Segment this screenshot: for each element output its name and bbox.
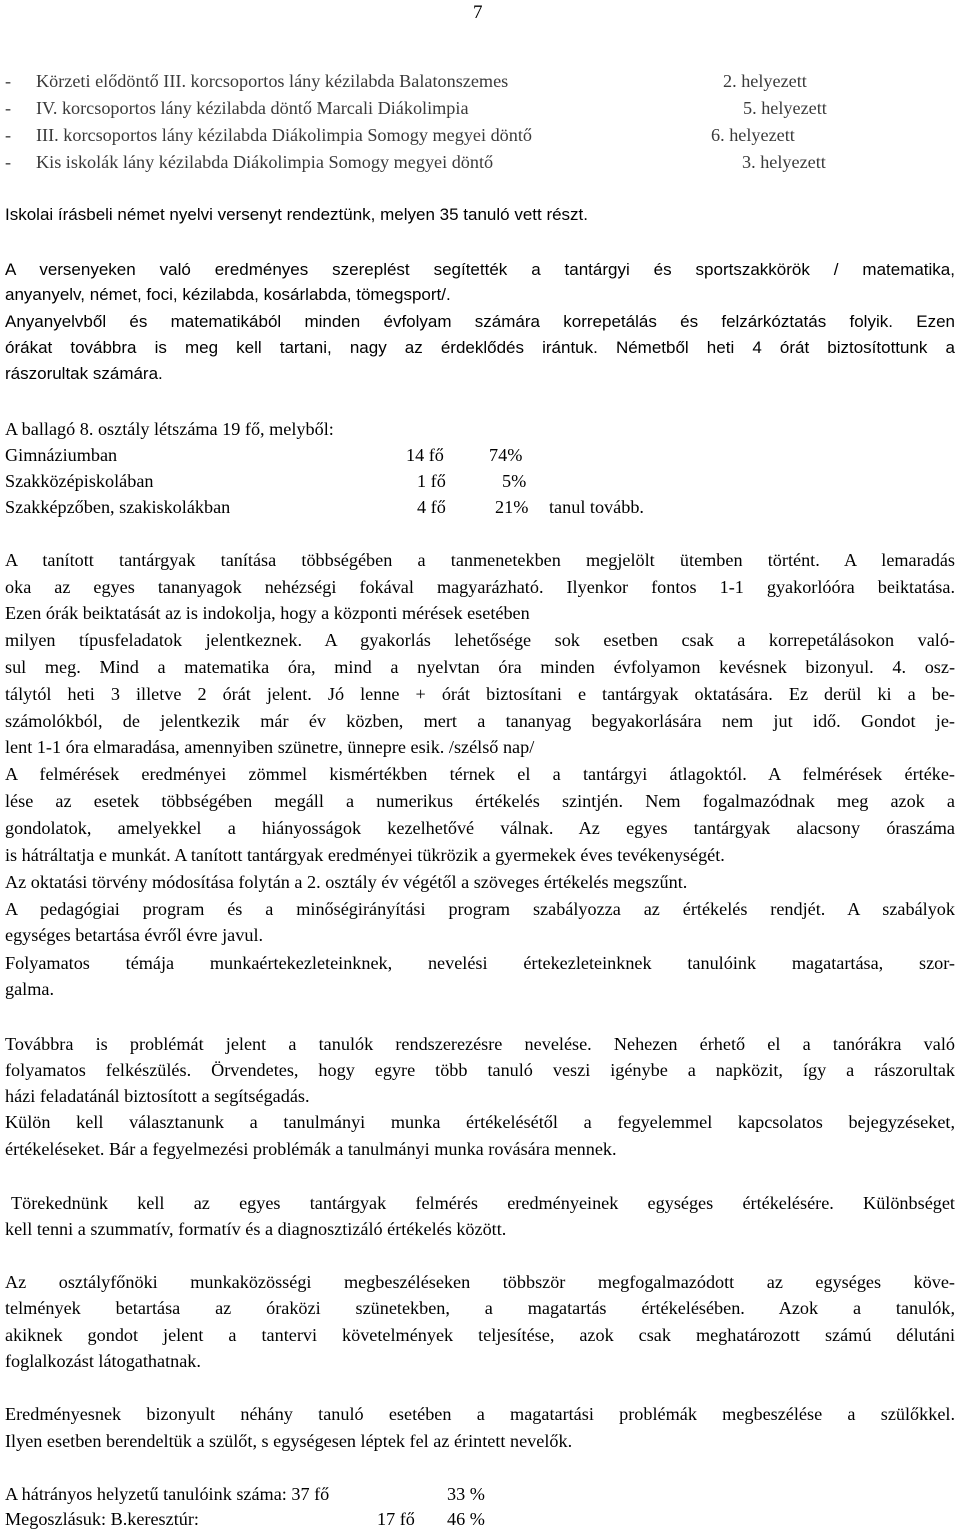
table-row: Gimnáziumban 14 fő 74% (5, 445, 523, 465)
text-line: Folyamatos témája munkaértekezleteinknek, nevelési értekezleteinknek tanulóink magatartása, szor- (5, 953, 955, 973)
text-line: Az osztályfőnöki munkaközösségi megbeszéléseken többször megfogalmazódott az egységes köve- (5, 1272, 955, 1292)
text-line: foglalkozást látogathatnak. (5, 1351, 201, 1371)
text-line: Az oktatási törvény módosítása folytán a 2. osztály év végétől a szöveges értékelés megszűnt. (5, 872, 688, 892)
text-line: A pedagógiai program és a minőségirányítási program szabályozza az értékelés rendjét. A szabályok (5, 899, 955, 919)
text-line: A felmérések eredményei zömmel kismértékben térnek el a tantárgyi átlagoktól. A felmérések értéke- (5, 764, 955, 784)
text-line: Anyanyelvből és matematikából minden évfolyam számára korrepetálás és felzárkóztatás folyik. Ezen (5, 312, 955, 331)
text-line: Ilyen esetben berendeltük a szülőt, s egységesen léptek fel az érintett nevelők. (5, 1431, 573, 1451)
text-line: Ezen órák beiktatását az is indokolja, hogy a központi mérések esetében (5, 603, 530, 623)
result-event: Kis iskolák lány kézilabda Diákolimpia Somogy megyei döntő (36, 152, 494, 172)
text-line: rászorultak számára. (5, 364, 163, 383)
text-line: gondolatok, amelyekkel a hiányosságok kezelhetővé válnak. Az egyes tantárgyak alacsony óraszáma (5, 818, 955, 838)
result-place: 3. helyezett (742, 152, 826, 172)
text-line: milyen típusfeladatok jelentkeznek. A gyakorlás lehetősége sok esetben csak a korrepetálásokon való- (5, 630, 955, 650)
result-place: 5. helyezett (743, 98, 827, 118)
text-line: oka az egyes tananyagok nehézségi fokával magyarázható. Ilyenkor fontos 1-1 gyakorlóóra beiktatása. (5, 577, 955, 597)
text-line: telmények betartása az óraközi szünetekben, a magatartás értékelésében. Azok a tanulók, (5, 1298, 955, 1318)
result-place: 6. helyezett (711, 125, 795, 145)
list-item: - IV. korcsoportos lány kézilabda döntő Marcali Diákolimpia 5. helyezett (5, 98, 827, 118)
german-contest-text: Iskolai írásbeli német nyelvi versenyt rendeztünk, melyen 35 tanuló vett részt. (5, 205, 589, 224)
text-line: akiknek gondot jelent a tantervi követelmények teljesítése, azok csak meghatározott számú délutáni (5, 1325, 955, 1345)
text-line: Törekednünk kell az egyes tantárgyak felmérés eredményeinek egységes értékelésére. Különbséget (11, 1193, 955, 1213)
text-line: számolókból, de jelentkezik már év közben, mert a tananyag begyakorlására nem jut idő. Gondot je- (5, 711, 955, 731)
text-line: kell tenni a szummatív, formatív és a diagnosztizáló értékelés között. (5, 1219, 507, 1239)
list-item: - Kis iskolák lány kézilabda Diákolimpia Somogy megyei döntő 3. helyezett (5, 152, 826, 172)
result-event: Körzeti elődöntő III. korcsoportos lány kézilabda Balatonszemes (36, 71, 509, 91)
table-row: Szakközépiskolában 1 fő 5% (5, 471, 527, 491)
text-line: A versenyeken való eredményes szereplést segítették a tantárgyi és sportszakkörök / matematika, (5, 260, 955, 279)
text-line: lése az esetek többségében megáll a numerikus értékelés szintjén. Nem fogalmazódnak meg azok a (5, 791, 955, 811)
text-line: Eredményesnek bizonyult néhány tanuló esetében a magatartási problémák megbeszélése a szülőkkel. (5, 1404, 955, 1424)
stat-row: A hátrányos helyzetű tanulóink száma: 37 fő 33 % (5, 1484, 485, 1504)
text-line: értékeléseket. Bár a fegyelmezési problémák a tanulmányi munka rovására mennek. (5, 1139, 617, 1159)
text-line: anyanyelv, német, foci, kézilabda, kosárlabda, tömegsport/. (5, 285, 451, 304)
text-line: galma. (5, 979, 54, 999)
text-line: Külön kell választanunk a tanulmányi munka értékelésétől a fegyelemmel kapcsolatos bejegyzéseket, (5, 1112, 955, 1132)
result-place: 2. helyezett (723, 71, 807, 91)
graduates-intro: A ballagó 8. osztály létszáma 19 fő, melyből: (5, 419, 334, 439)
list-item: - III. korcsoportos lány kézilabda Diákolimpia Somogy megyei döntő 6. helyezett (5, 125, 795, 145)
text-line: lent 1-1 óra elmaradása, amennyiben szünetre, ünnepre esik. /szélső nap/ (5, 737, 535, 757)
text-line: is hátráltatja e munkát. A tanított tantárgyak eredményei tükrözik a gyermekek éves tevékenységét. (5, 845, 725, 865)
text-line: órákat továbbra is meg kell tartani, nagy az érdeklődés irántuk. Németből heti 4 órát biztosítottunk a (5, 338, 955, 357)
text-line: tálytól heti 3 illetve 2 órát jelent. Jó lenne + órát biztosítani e tantárgyak oktatására. Ez derül ki a be- (5, 684, 955, 704)
result-event: III. korcsoportos lány kézilabda Diákolimpia Somogy megyei döntő (36, 125, 533, 145)
page-number: 7 (473, 2, 483, 23)
text-line: folyamatos felkészülés. Örvendetes, hogy egyre több tanuló veszi igénybe a napközit, így a rászorultak (5, 1060, 955, 1080)
stat-row: Megoszlásuk: B.keresztúr: 17 fő 46 % (5, 1509, 485, 1529)
text-line: A tanított tantárgyak tanítása többségében a tanmenetekben megjelölt ütemben történt. A lemaradás (5, 550, 955, 570)
text-line: Továbbra is problémát jelent a tanulók rendszerezésre nevelése. Nehezen érhető el a tanórákra való (5, 1034, 955, 1054)
table-row: Szakképzőben, szakiskolákban 4 fő 21% tanul tovább. (5, 497, 644, 517)
result-event: IV. korcsoportos lány kézilabda döntő Marcali Diákolimpia (36, 98, 469, 118)
text-line: házi feladatánál biztosított a segítségadás. (5, 1086, 310, 1106)
text-line: egységes betartása évről évre javul. (5, 925, 264, 945)
list-item: - Körzeti elődöntő III. korcsoportos lány kézilabda Balatonszemes 2. helyezett (5, 71, 807, 91)
text-line: sul meg. Mind a matematika óra, mind a nyelvtan óra minden évfolyamon kevésnek bizonyul. 4. osz- (5, 657, 955, 677)
